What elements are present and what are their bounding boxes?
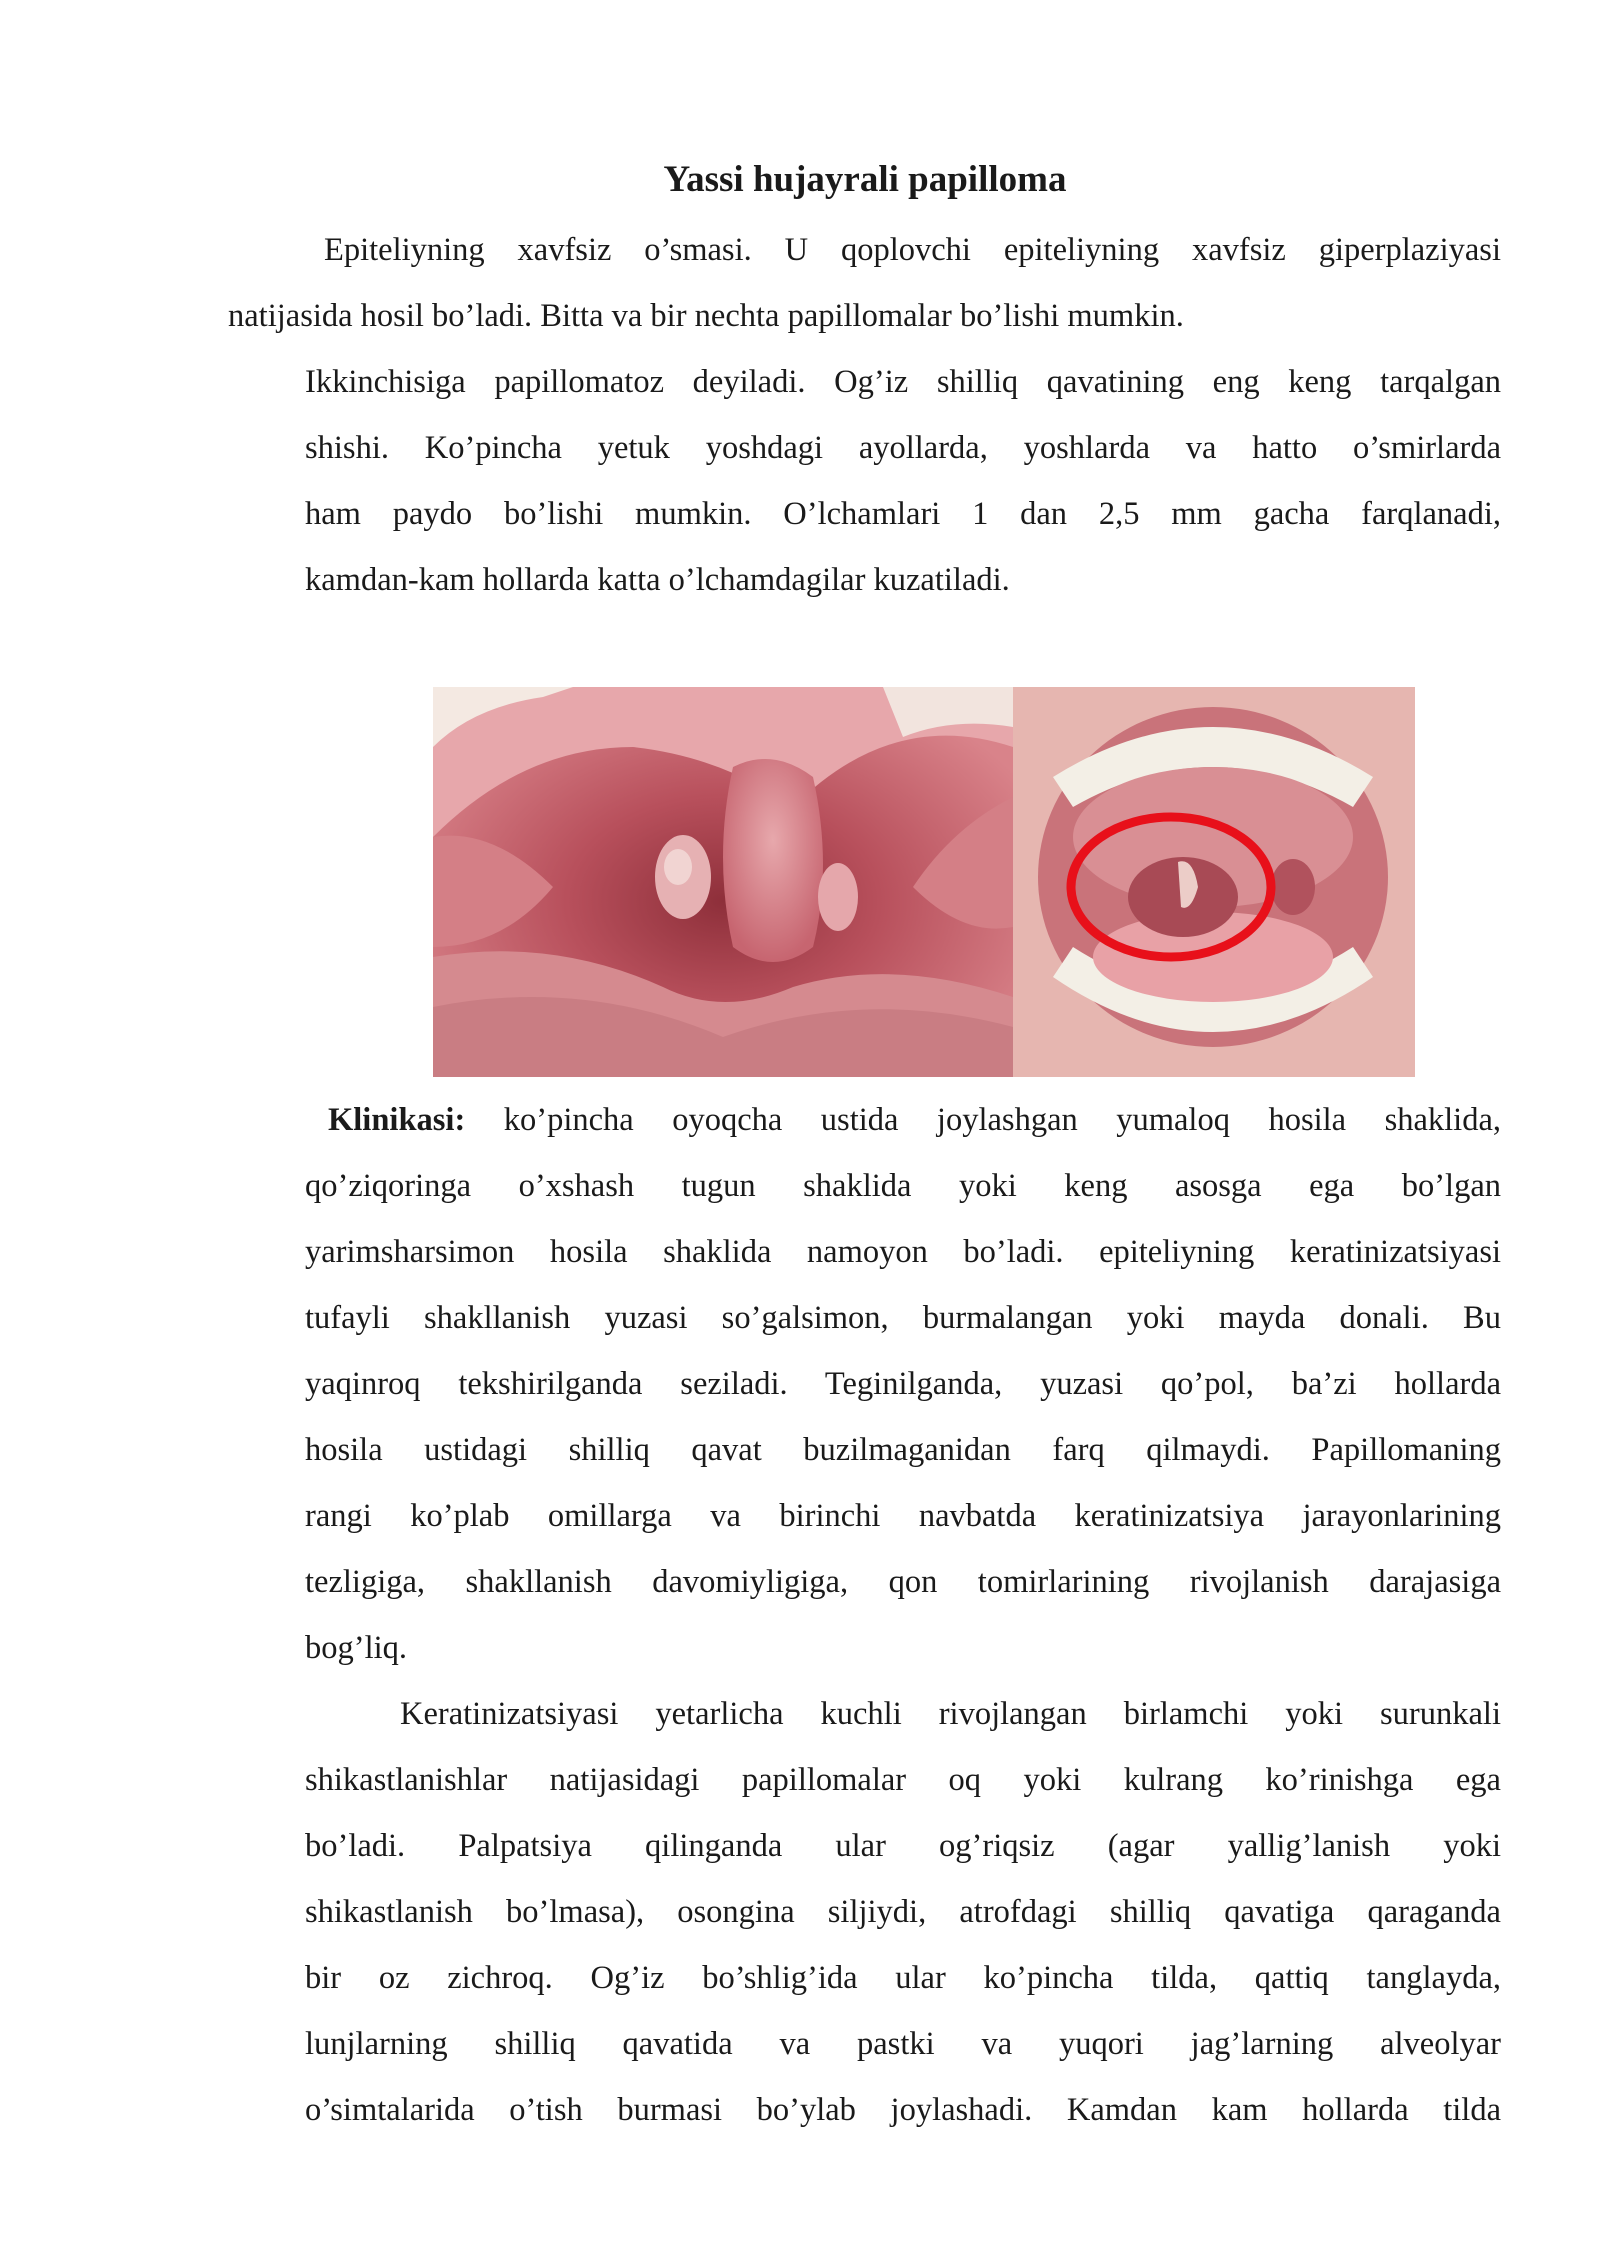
- para3-line: shikastlanish bo’lmasa), osongina siljiydi, atrofdagi shilliq qavatiga qaraganda: [305, 1894, 1501, 1930]
- clinic-line: yarimsharsimon hosila shaklida namoyon bo’ladi. epiteliyning keratinizatsiyasi: [305, 1234, 1501, 1270]
- para3-line: bir oz zichroq. Og’iz bo’shlig’ida ular ko’pincha tilda, qattiq tanglayda,: [305, 1960, 1501, 1996]
- intro-line: Epiteliyning xavfsiz o’smasi. U qoplovchi epiteliyning xavfsiz giperplaziyasi: [324, 232, 1501, 268]
- intro-line: natijasida hosil bo’ladi. Bitta va bir nechta papillomalar bo’lishi mumkin.: [228, 298, 1184, 334]
- clinic-line: qo’ziqoringa o’xshash tugun shaklida yoki keng asosga ega bo’lgan: [305, 1168, 1501, 1204]
- clinic-line: rangi ko’plab omillarga va birinchi navbatda keratinizatsiya jarayonlarining: [305, 1498, 1501, 1534]
- clinic-line: tufayli shakllanish yuzasi so’galsimon, burmalangan yoki mayda donali. Bu: [305, 1300, 1501, 1336]
- clinic-first-line: [328, 1100, 1501, 1140]
- clinic-line: ko’pincha oyoqcha ustida joylashgan yumaloq hosila shaklida,: [503, 1102, 1502, 1138]
- throat-papilloma-photo: [433, 687, 1013, 1077]
- clinic-line: yaqinroq tekshirilganda seziladi. Teginilganda, yuzasi qo’pol, ba’zi hollarda: [305, 1366, 1501, 1402]
- intro-line: shishi. Ko’pincha yetuk yoshdagi ayollarda, yoshlarda va hatto o’smirlarda: [305, 430, 1501, 466]
- clinic-line: hosila ustidagi shilliq qavat buzilmaganidan farq qilmaydi. Papillomaning: [305, 1432, 1501, 1468]
- clinic-label: Klinikasi:: [328, 1102, 466, 1138]
- clinic-line: tezligiga, shakllanish davomiyligiga, qon tomirlarining rivojlanish darajasiga: [305, 1564, 1501, 1600]
- clinic-line: bog’liq.: [305, 1630, 408, 1666]
- clinical-photos: [433, 687, 1415, 1077]
- para3-line: bo’ladi. Palpatsiya qilinganda ular og’riqsiz (agar yallig’lanish yoki: [305, 1828, 1501, 1864]
- page-title: Yassi hujayrali papilloma: [663, 159, 1067, 200]
- para3-line: Keratinizatsiyasi yetarlicha kuchli rivojlangan birlamchi yoki surunkali: [400, 1696, 1501, 1732]
- para3-line: o’simtalarida o’tish burmasi bo’ylab joylashadi. Kamdan kam hollarda tilda: [305, 2092, 1501, 2128]
- para3-line: lunjlarning shilliq qavatida va pastki va yuqori jag’larning alveolyar: [305, 2026, 1501, 2062]
- open-mouth-photo: [1013, 687, 1415, 1077]
- para3-line: shikastlanishlar natijasidagi papillomalar oq yoki kulrang ko’rinishga ega: [305, 1762, 1501, 1798]
- intro-line: kamdan-kam hollarda katta o’lchamdagilar kuzatiladi.: [305, 562, 1010, 598]
- intro-line: Ikkinchisiga papillomatoz deyiladi. Og’iz shilliq qavatining eng keng tarqalgan: [305, 364, 1501, 400]
- intro-line: ham paydo bo’lishi mumkin. O’lchamlari 1 dan 2,5 mm gacha farqlanadi,: [305, 496, 1501, 532]
